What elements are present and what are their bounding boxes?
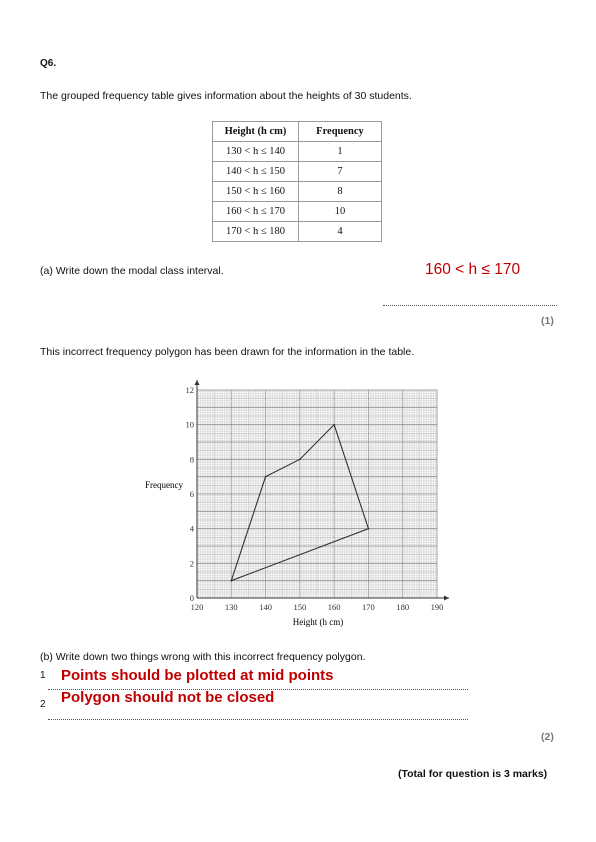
answer-2-line bbox=[48, 719, 468, 720]
part-a-marks: (1) bbox=[541, 315, 554, 327]
part-a-prompt: (a) Write down the modal class interval. bbox=[40, 265, 224, 277]
x-tick-label: 160 bbox=[327, 602, 341, 612]
answer-2-text[interactable]: Polygon should not be closed bbox=[61, 689, 275, 706]
table-row bbox=[213, 202, 382, 222]
question-intro: The grouped frequency table gives information about the heights of 30 students. bbox=[40, 90, 412, 102]
frequency-cell: 7 bbox=[299, 162, 382, 182]
polygon-intro: This incorrect frequency polygon has been drawn for the information in the table. bbox=[40, 346, 415, 358]
x-tick-label: 130 bbox=[224, 602, 238, 612]
question-total: (Total for question is 3 marks) bbox=[398, 768, 548, 780]
frequency-cell: 4 bbox=[299, 222, 382, 242]
part-a-answer-line bbox=[383, 305, 557, 306]
y-axis-arrow bbox=[195, 380, 200, 385]
x-tick-label: 190 bbox=[430, 602, 444, 612]
height-header: Height (h cm) bbox=[213, 122, 299, 142]
answer-1-text[interactable]: Points should be plotted at mid points bbox=[61, 667, 334, 684]
x-tick-label: 150 bbox=[293, 602, 307, 612]
question-number: Q6. bbox=[40, 58, 57, 69]
chart-axes bbox=[195, 380, 450, 601]
x-axis-label: Height (h cm) bbox=[292, 617, 344, 627]
frequency-cell: 8 bbox=[299, 182, 382, 202]
y-tick-label: 6 bbox=[189, 489, 194, 499]
x-tick-label: 140 bbox=[259, 602, 272, 612]
frequency-cell: 10 bbox=[299, 202, 382, 222]
polygon-point bbox=[299, 458, 301, 460]
frequency-header: Frequency bbox=[299, 122, 382, 142]
y-tick-label: 4 bbox=[189, 523, 194, 534]
frequency-polygon-chart bbox=[140, 378, 456, 630]
answer-1-number: 1 bbox=[40, 670, 46, 681]
x-tick-label: 180 bbox=[396, 602, 410, 612]
y-tick-label: 12 bbox=[185, 385, 194, 395]
x-axis-arrow bbox=[444, 596, 449, 601]
class-interval-cell: 170 < h ≤ 180 bbox=[213, 222, 299, 242]
y-tick-label: 0 bbox=[189, 593, 194, 603]
y-tick-label: 8 bbox=[189, 454, 194, 465]
class-interval-cell: 150 < h ≤ 160 bbox=[213, 182, 299, 202]
table-row bbox=[213, 222, 382, 242]
polygon-point bbox=[368, 528, 370, 530]
class-interval-cell: 160 < h ≤ 170 bbox=[213, 202, 299, 222]
answer-2-number: 2 bbox=[40, 699, 46, 710]
y-axis-label: Frequency bbox=[145, 480, 183, 490]
table-header-row bbox=[213, 122, 382, 142]
table-row bbox=[213, 142, 382, 162]
class-interval-cell: 140 < h ≤ 150 bbox=[213, 162, 299, 182]
polygon-point bbox=[333, 424, 335, 426]
part-b-prompt: (b) Write down two things wrong with this incorrect frequency polygon. bbox=[40, 651, 366, 663]
frequency-cell: 1 bbox=[299, 142, 382, 162]
y-tick-label: 2 bbox=[189, 558, 194, 569]
y-tick-label: 10 bbox=[185, 419, 194, 430]
class-interval-cell: 130 < h ≤ 140 bbox=[213, 142, 299, 162]
polygon-point bbox=[230, 580, 232, 582]
x-tick-label: 120 bbox=[190, 602, 204, 612]
polygon-point bbox=[265, 476, 267, 478]
x-tick-label: 170 bbox=[362, 602, 375, 612]
part-b-marks: (2) bbox=[541, 731, 554, 743]
part-a-answer[interactable]: 160 < h ≤ 170 bbox=[425, 261, 521, 278]
frequency-table bbox=[212, 121, 382, 242]
table-row bbox=[213, 162, 382, 182]
table-row bbox=[213, 182, 382, 202]
chart-grid bbox=[197, 390, 437, 598]
